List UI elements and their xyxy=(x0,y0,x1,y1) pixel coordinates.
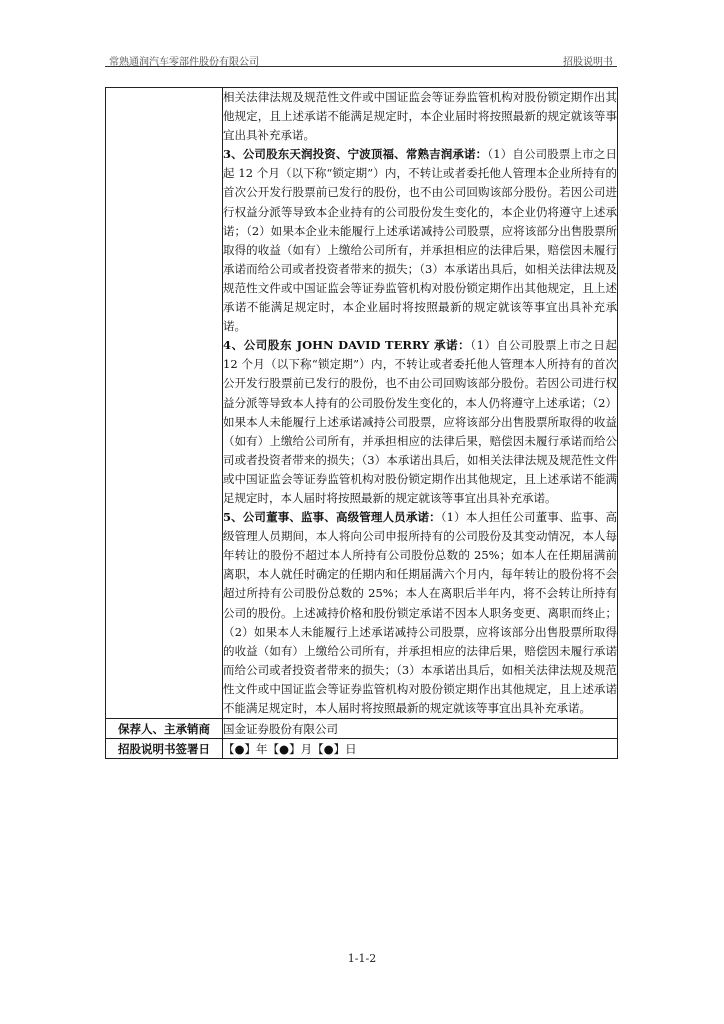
commitment-intro: 相关法律法规及规范性文件或中国证监会等证券监管机构对股份锁定期作出其他规定，且上述承诺不能满足规定时，本企业届时将按照最新的规定就该等事宜出具补充承诺。 xyxy=(223,90,617,143)
signing-date-row xyxy=(106,739,618,759)
commitment-item-3-title: 3、公司股东天润投资、宁波顶福、常熟吉润承诺： xyxy=(223,147,488,162)
prospectus-info-table xyxy=(105,87,618,759)
commitment-item-3 xyxy=(223,145,617,336)
header-company-name: 常熟通润汽车零部件股份有限公司 xyxy=(109,57,259,68)
sponsor-value: 国金证券股份有限公司 xyxy=(223,719,618,739)
commitments-label-cell xyxy=(106,88,223,719)
commitment-item-5-title: 5、公司董事、监事、高级管理人员承诺： xyxy=(223,510,441,525)
commitment-item-4-body: （1）自公司股票上市之日起 12 个月（以下称“锁定期”）内，不转让或者委托他人管理本人所持有的首次公开发行股票前已发行的股份，也不由公司回购该部分股份。若因公司进行权益分派等导致本人持有的公司股份发生变化的，本人仍将遵守上述承诺；（2）如果本人未能履行上述承诺减持公司股票，应将该部分出售股票所取得的收益（如有）上缴给公司所有，并承担相应的法律后果，赔偿因未履行承诺而给公司或者投资者带来的损失；（3）本承诺出具后，如相关法律法规及规范性文件或中国证监会等证券监管机构对股份锁定期作出其他规定，且上述承诺不能满足规定时，本人届时将按照最新的规定就该等事宜出具补充承诺。 xyxy=(223,338,617,505)
sponsor-row xyxy=(106,719,618,739)
header-document-type: 招股说明书 xyxy=(563,57,613,68)
commitment-item-4 xyxy=(223,336,617,508)
signing-date-label: 招股说明书签署日 xyxy=(106,739,223,759)
commitment-item-5 xyxy=(223,508,617,718)
commitments-content-cell xyxy=(223,88,618,719)
sponsor-label: 保荐人、主承销商 xyxy=(106,719,223,739)
commitments-row xyxy=(106,88,618,719)
commitment-item-3-body: （1）自公司股票上市之日起 12 个月（以下称“锁定期”）内，不转让或者委托他人管理本企业所持有的首次公开发行股票前已发行的股份，也不由公司回购该部分股份。若因公司进行权益分派等导致本企业持有的公司股份发生变化的，本企业仍将遵守上述承诺；（2）如果本企业未能履行上述承诺减持公司股票，应将该部分出售股票所取得的收益（如有）上缴给公司所有，并承担相应的法律后果，赔偿因未履行承诺而给公司或者投资者带来的损失；（3）本承诺出具后，如相关法律法规及规范性文件或中国证监会等证券监管机构对股份锁定期作出其他规定，且上述承诺不能满足规定时，本企业届时将按照最新的规定就该等事宜出具补充承诺。 xyxy=(223,147,618,334)
page-header xyxy=(105,50,617,67)
signing-date-value: 【●】年【●】月【●】日 xyxy=(223,739,618,759)
commitment-item-4-title: 4、公司股东 JOHN DAVID TERRY 承诺： xyxy=(223,338,471,353)
page-number: 1-1-2 xyxy=(347,952,377,965)
commitment-item-5-body: （1）本人担任公司董事、监事、高级管理人员期间，本人将向公司申报所持有的公司股份及其变动情况，本人每年转让的股份不超过本人所持有公司股份总数的 25%；如本人在任期届满前离职，本人就任时确定的任期内和任期届满六个月内，每年转让的股份将不会超过所持有公司股份总数的 25%；本人在离职后半年内，将不会转让所持有公司的股份。上述减持价格和股份锁定承诺不因本人职务变更、离职而终止；（2）如果本人未能履行上述承诺减持公司股票，应将该部分出售股票所取得的收益（如有）上缴给公司所有，并承担相应的法律后果，赔偿因未履行承诺而给公司或者投资者带来的损失；（3）本承诺出具后，如相关法律法规及规范性文件或中国证监会等证券监管机构对股份锁定期作出其他规定，且上述承诺不能满足规定时，本人届时将按照最新的规定就该等事宜出具补充承诺。 xyxy=(223,510,617,715)
